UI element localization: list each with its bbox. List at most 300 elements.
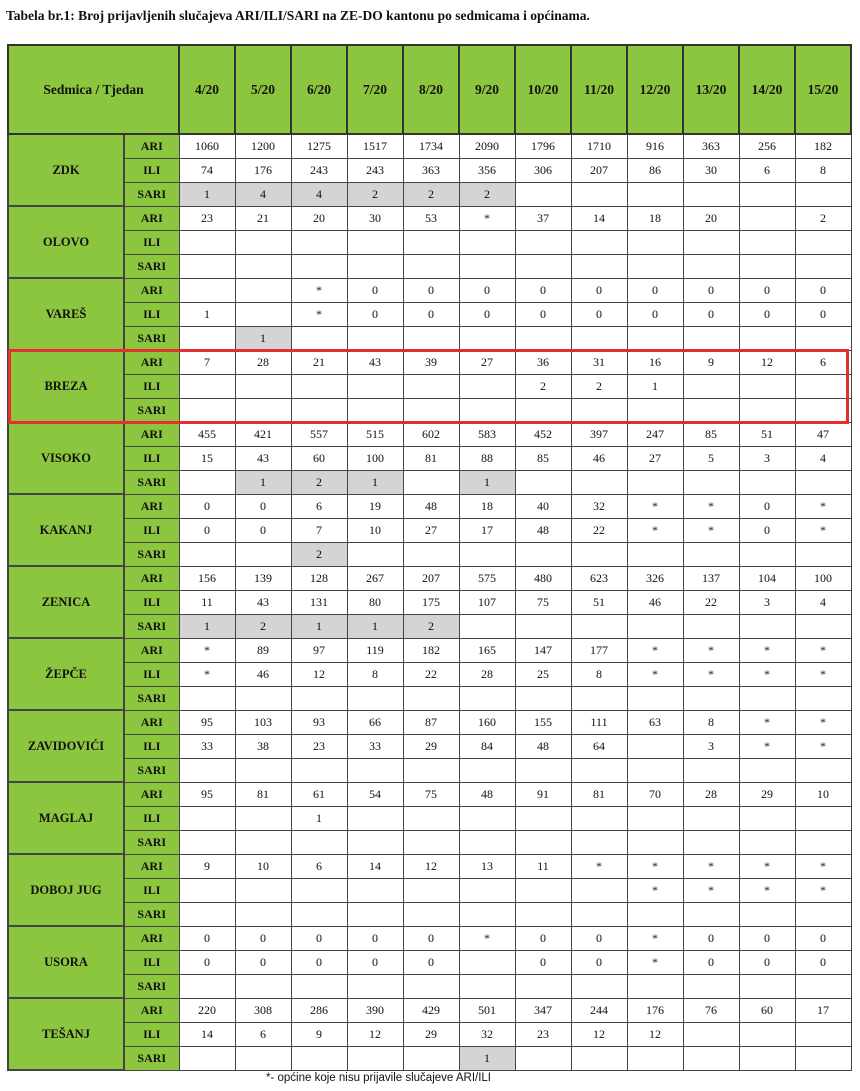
table-row	[8, 998, 851, 1022]
case-count-cell: 43	[347, 350, 403, 374]
case-count-cell: 5	[683, 446, 739, 470]
case-count-cell: 107	[459, 590, 515, 614]
case-count-cell	[627, 182, 683, 206]
case-count-cell: 84	[459, 734, 515, 758]
case-count-cell: 139	[235, 566, 291, 590]
case-count-cell: *	[627, 926, 683, 950]
case-count-cell	[683, 470, 739, 494]
table-row	[8, 662, 851, 686]
case-count-cell: 8	[795, 158, 851, 182]
case-count-cell: 30	[683, 158, 739, 182]
case-count-cell	[403, 326, 459, 350]
case-count-cell	[515, 182, 571, 206]
case-count-cell: 207	[571, 158, 627, 182]
case-count-cell	[571, 974, 627, 998]
case-count-cell	[739, 758, 795, 782]
case-count-cell	[403, 830, 459, 854]
case-count-cell: 1	[627, 374, 683, 398]
case-count-cell: 63	[627, 710, 683, 734]
case-type-label: SARI	[124, 398, 179, 422]
case-count-cell: 165	[459, 638, 515, 662]
municipality-name: KAKANJ	[8, 494, 124, 566]
table-row	[8, 902, 851, 926]
case-count-cell: 128	[291, 566, 347, 590]
case-count-cell	[795, 830, 851, 854]
case-count-cell: 14	[179, 1022, 235, 1046]
case-count-cell	[179, 830, 235, 854]
case-count-cell: 8	[571, 662, 627, 686]
case-count-cell: 75	[515, 590, 571, 614]
case-count-cell	[347, 398, 403, 422]
case-count-cell: 182	[403, 638, 459, 662]
case-count-cell	[683, 830, 739, 854]
case-count-cell	[179, 878, 235, 902]
case-count-cell: 390	[347, 998, 403, 1022]
case-count-cell: 70	[627, 782, 683, 806]
table-row	[8, 710, 851, 734]
case-count-cell: 36	[515, 350, 571, 374]
municipality-name: VAREŠ	[8, 278, 124, 350]
case-count-cell	[403, 470, 459, 494]
case-count-cell	[291, 758, 347, 782]
case-count-cell	[739, 374, 795, 398]
case-type-label: SARI	[124, 686, 179, 710]
case-count-cell: 48	[459, 782, 515, 806]
case-count-cell: 0	[179, 950, 235, 974]
case-count-cell	[179, 278, 235, 302]
case-count-cell	[683, 902, 739, 926]
case-count-cell: 17	[795, 998, 851, 1022]
case-count-cell: 43	[235, 590, 291, 614]
week-header: 15/20	[795, 45, 851, 134]
case-count-cell: 0	[571, 926, 627, 950]
case-count-cell: 75	[403, 782, 459, 806]
municipality-name: ZDK	[8, 134, 124, 206]
case-type-label: ARI	[124, 278, 179, 302]
case-count-cell: 397	[571, 422, 627, 446]
case-count-cell	[515, 902, 571, 926]
case-count-cell	[235, 1046, 291, 1070]
case-count-cell	[795, 542, 851, 566]
case-count-cell: 95	[179, 710, 235, 734]
case-count-cell	[627, 686, 683, 710]
table-row	[8, 470, 851, 494]
municipality-name: ŽEPČE	[8, 638, 124, 710]
case-count-cell	[459, 974, 515, 998]
case-count-cell: 557	[291, 422, 347, 446]
case-count-cell: 15	[179, 446, 235, 470]
case-count-cell: 18	[459, 494, 515, 518]
week-header: 14/20	[739, 45, 795, 134]
case-count-cell: 9	[291, 1022, 347, 1046]
case-count-cell: 6	[235, 1022, 291, 1046]
table-row	[8, 446, 851, 470]
case-count-cell: 27	[403, 518, 459, 542]
case-count-cell: 22	[403, 662, 459, 686]
case-count-cell: 1	[291, 614, 347, 638]
case-count-cell	[235, 878, 291, 902]
case-count-cell	[235, 278, 291, 302]
case-count-cell	[403, 254, 459, 278]
case-count-cell: 602	[403, 422, 459, 446]
case-count-cell: 119	[347, 638, 403, 662]
case-count-cell	[571, 686, 627, 710]
case-count-cell: 80	[347, 590, 403, 614]
case-type-label: ILI	[124, 230, 179, 254]
case-count-cell	[235, 374, 291, 398]
case-count-cell: 0	[403, 926, 459, 950]
case-count-cell	[683, 974, 739, 998]
case-count-cell: 363	[683, 134, 739, 158]
case-count-cell	[347, 974, 403, 998]
case-type-label: ARI	[124, 134, 179, 158]
case-count-cell: 0	[627, 278, 683, 302]
case-count-cell	[627, 734, 683, 758]
case-count-cell	[739, 902, 795, 926]
case-count-cell	[515, 542, 571, 566]
case-count-cell: 0	[235, 518, 291, 542]
week-header: 4/20	[179, 45, 235, 134]
case-count-cell	[179, 230, 235, 254]
table-row	[8, 590, 851, 614]
case-count-cell	[235, 302, 291, 326]
case-count-cell: 23	[179, 206, 235, 230]
case-count-cell: 0	[683, 278, 739, 302]
case-count-cell: *	[627, 494, 683, 518]
case-count-cell: 10	[235, 854, 291, 878]
case-count-cell: 3	[683, 734, 739, 758]
case-count-cell	[571, 878, 627, 902]
case-count-cell: 0	[571, 278, 627, 302]
case-count-cell: 2090	[459, 134, 515, 158]
case-count-cell: 160	[459, 710, 515, 734]
case-count-cell	[795, 398, 851, 422]
case-count-cell: 66	[347, 710, 403, 734]
case-count-cell	[403, 806, 459, 830]
case-count-cell: *	[795, 710, 851, 734]
table-row	[8, 518, 851, 542]
case-count-cell: *	[739, 854, 795, 878]
case-count-cell	[291, 326, 347, 350]
table-row	[8, 926, 851, 950]
table-row	[8, 566, 851, 590]
case-count-cell	[739, 542, 795, 566]
case-count-cell	[571, 806, 627, 830]
table-row	[8, 950, 851, 974]
case-count-cell	[347, 254, 403, 278]
case-count-cell	[403, 974, 459, 998]
case-count-cell	[179, 806, 235, 830]
case-count-cell: 363	[403, 158, 459, 182]
case-count-cell: 0	[235, 494, 291, 518]
case-count-cell	[347, 758, 403, 782]
case-count-cell	[403, 902, 459, 926]
case-count-cell: 2	[291, 470, 347, 494]
case-count-cell	[515, 230, 571, 254]
case-count-cell	[291, 230, 347, 254]
case-count-cell: 0	[739, 494, 795, 518]
case-type-label: ILI	[124, 734, 179, 758]
case-type-label: SARI	[124, 830, 179, 854]
case-count-cell: 93	[291, 710, 347, 734]
case-count-cell: 81	[571, 782, 627, 806]
case-count-cell	[235, 758, 291, 782]
case-count-cell: 8	[683, 710, 739, 734]
table-row	[8, 134, 851, 158]
case-type-label: ARI	[124, 566, 179, 590]
case-count-cell	[291, 374, 347, 398]
case-type-label: ILI	[124, 518, 179, 542]
case-count-cell: 0	[235, 926, 291, 950]
case-count-cell	[179, 374, 235, 398]
case-count-cell	[347, 686, 403, 710]
case-count-cell: 0	[459, 278, 515, 302]
case-count-cell: 17	[459, 518, 515, 542]
case-count-cell: *	[627, 854, 683, 878]
case-type-label: ARI	[124, 638, 179, 662]
case-count-cell: 0	[291, 926, 347, 950]
case-count-cell: 88	[459, 446, 515, 470]
case-count-cell	[515, 254, 571, 278]
case-count-cell	[403, 542, 459, 566]
case-count-cell: 1517	[347, 134, 403, 158]
case-type-label: ARI	[124, 206, 179, 230]
case-count-cell: 0	[739, 302, 795, 326]
case-count-cell: 28	[235, 350, 291, 374]
table-row	[8, 686, 851, 710]
case-count-cell	[347, 230, 403, 254]
case-count-cell: 51	[739, 422, 795, 446]
case-count-cell: 32	[459, 1022, 515, 1046]
case-count-cell	[795, 806, 851, 830]
case-count-cell	[235, 830, 291, 854]
table-title: Tabela br.1: Broj prijavljenih slučajeva ARI/ILI/SARI na ZE-DO kantonu po sedmicama i općinama.	[6, 8, 590, 23]
case-count-cell: 40	[515, 494, 571, 518]
case-count-cell: 20	[683, 206, 739, 230]
case-count-cell	[459, 686, 515, 710]
case-count-cell: 1710	[571, 134, 627, 158]
case-count-cell	[795, 974, 851, 998]
case-type-label: ILI	[124, 374, 179, 398]
case-count-cell: 12	[403, 854, 459, 878]
case-count-cell	[179, 974, 235, 998]
case-count-cell: 95	[179, 782, 235, 806]
case-count-cell	[179, 686, 235, 710]
case-count-cell: 60	[291, 446, 347, 470]
case-count-cell	[739, 974, 795, 998]
case-count-cell	[571, 182, 627, 206]
case-count-cell: 19	[347, 494, 403, 518]
case-count-cell	[739, 830, 795, 854]
case-count-cell	[571, 902, 627, 926]
case-count-cell	[683, 182, 739, 206]
case-count-cell: 286	[291, 998, 347, 1022]
case-count-cell: *	[795, 878, 851, 902]
case-count-cell: 4	[235, 182, 291, 206]
case-count-cell: 137	[683, 566, 739, 590]
case-count-cell: 176	[627, 998, 683, 1022]
case-count-cell: *	[683, 638, 739, 662]
case-count-cell: *	[627, 518, 683, 542]
case-count-cell: 0	[795, 302, 851, 326]
case-count-cell	[739, 686, 795, 710]
case-count-cell: 29	[739, 782, 795, 806]
case-count-cell	[515, 878, 571, 902]
case-count-cell: *	[291, 302, 347, 326]
case-count-cell: 0	[571, 950, 627, 974]
case-count-cell: 11	[179, 590, 235, 614]
case-count-cell	[459, 878, 515, 902]
case-count-cell: *	[459, 926, 515, 950]
case-type-label: ARI	[124, 998, 179, 1022]
case-count-cell	[627, 398, 683, 422]
case-count-cell: 22	[571, 518, 627, 542]
case-count-cell: *	[179, 638, 235, 662]
case-count-cell: 21	[235, 206, 291, 230]
case-count-cell	[627, 230, 683, 254]
case-count-cell	[235, 398, 291, 422]
case-count-cell: 1796	[515, 134, 571, 158]
case-count-cell: *	[683, 854, 739, 878]
case-count-cell: 243	[347, 158, 403, 182]
case-count-cell	[291, 974, 347, 998]
case-count-cell: 33	[347, 734, 403, 758]
case-count-cell: 61	[291, 782, 347, 806]
case-count-cell: 1	[459, 1046, 515, 1070]
case-count-cell	[571, 830, 627, 854]
case-count-cell	[347, 1046, 403, 1070]
case-count-cell	[571, 542, 627, 566]
case-count-cell: *	[627, 878, 683, 902]
case-count-cell: 1	[291, 806, 347, 830]
week-header: 12/20	[627, 45, 683, 134]
case-count-cell: 0	[515, 950, 571, 974]
case-count-cell: *	[683, 878, 739, 902]
case-count-cell: 60	[739, 998, 795, 1022]
table-row	[8, 494, 851, 518]
case-type-label: SARI	[124, 542, 179, 566]
case-count-cell: 7	[291, 518, 347, 542]
case-count-cell: 9	[683, 350, 739, 374]
case-count-cell: 31	[571, 350, 627, 374]
case-count-cell: 421	[235, 422, 291, 446]
municipality-name: ZAVIDOVIĆI	[8, 710, 124, 782]
case-count-cell	[627, 470, 683, 494]
case-count-cell: 0	[179, 926, 235, 950]
case-count-cell	[235, 974, 291, 998]
case-count-cell: 0	[347, 950, 403, 974]
case-count-cell: 177	[571, 638, 627, 662]
case-count-cell: 0	[683, 926, 739, 950]
case-count-cell: 0	[403, 950, 459, 974]
table-row	[8, 158, 851, 182]
case-count-cell: 916	[627, 134, 683, 158]
case-count-cell	[291, 878, 347, 902]
table-body	[8, 134, 851, 1070]
case-count-cell	[515, 758, 571, 782]
case-count-cell	[403, 398, 459, 422]
case-count-cell	[459, 902, 515, 926]
case-count-cell	[739, 326, 795, 350]
case-count-cell	[683, 398, 739, 422]
municipality-name: ZENICA	[8, 566, 124, 638]
case-count-cell: 48	[515, 734, 571, 758]
case-count-cell: 0	[515, 926, 571, 950]
case-count-cell	[739, 254, 795, 278]
case-count-cell: 2	[403, 614, 459, 638]
case-count-cell	[179, 326, 235, 350]
case-count-cell	[235, 542, 291, 566]
case-count-cell: 4	[795, 446, 851, 470]
case-count-cell	[515, 686, 571, 710]
case-type-label: ILI	[124, 158, 179, 182]
case-count-cell: 2	[291, 542, 347, 566]
case-count-cell: 1	[235, 326, 291, 350]
case-count-cell	[571, 614, 627, 638]
week-header: 9/20	[459, 45, 515, 134]
case-count-cell: 64	[571, 734, 627, 758]
case-count-cell: 12	[347, 1022, 403, 1046]
case-count-cell	[459, 542, 515, 566]
week-header: 13/20	[683, 45, 739, 134]
case-count-cell: 0	[739, 926, 795, 950]
case-count-cell	[235, 686, 291, 710]
case-count-cell: 0	[235, 950, 291, 974]
case-count-cell: 2	[459, 182, 515, 206]
case-count-cell	[683, 374, 739, 398]
case-count-cell: 480	[515, 566, 571, 590]
case-type-label: SARI	[124, 974, 179, 998]
case-count-cell	[571, 1046, 627, 1070]
case-count-cell	[683, 230, 739, 254]
case-count-cell	[347, 830, 403, 854]
case-count-cell	[571, 230, 627, 254]
case-count-cell: 175	[403, 590, 459, 614]
case-count-cell	[683, 614, 739, 638]
case-count-cell: 1	[179, 302, 235, 326]
case-count-cell	[347, 542, 403, 566]
case-count-cell: 1	[179, 614, 235, 638]
case-count-cell: 220	[179, 998, 235, 1022]
case-count-cell: *	[739, 638, 795, 662]
case-count-cell: 0	[347, 302, 403, 326]
case-count-cell: 1	[235, 470, 291, 494]
header-row	[8, 45, 851, 134]
case-count-cell: 54	[347, 782, 403, 806]
week-header: 11/20	[571, 45, 627, 134]
case-count-cell: 1734	[403, 134, 459, 158]
case-count-cell: 0	[291, 950, 347, 974]
case-count-cell: 176	[235, 158, 291, 182]
case-count-cell: 2	[347, 182, 403, 206]
case-count-cell: 308	[235, 998, 291, 1022]
case-count-cell	[683, 326, 739, 350]
case-count-cell: 515	[347, 422, 403, 446]
case-count-cell	[347, 902, 403, 926]
case-count-cell: 0	[179, 518, 235, 542]
case-count-cell: 9	[179, 854, 235, 878]
case-count-cell: *	[795, 494, 851, 518]
case-count-cell: *	[795, 662, 851, 686]
case-count-cell	[571, 758, 627, 782]
case-count-cell	[291, 902, 347, 926]
case-count-cell	[627, 830, 683, 854]
case-type-label: ILI	[124, 878, 179, 902]
case-count-cell	[515, 1046, 571, 1070]
case-count-cell: 131	[291, 590, 347, 614]
case-count-cell	[683, 686, 739, 710]
table-row	[8, 614, 851, 638]
